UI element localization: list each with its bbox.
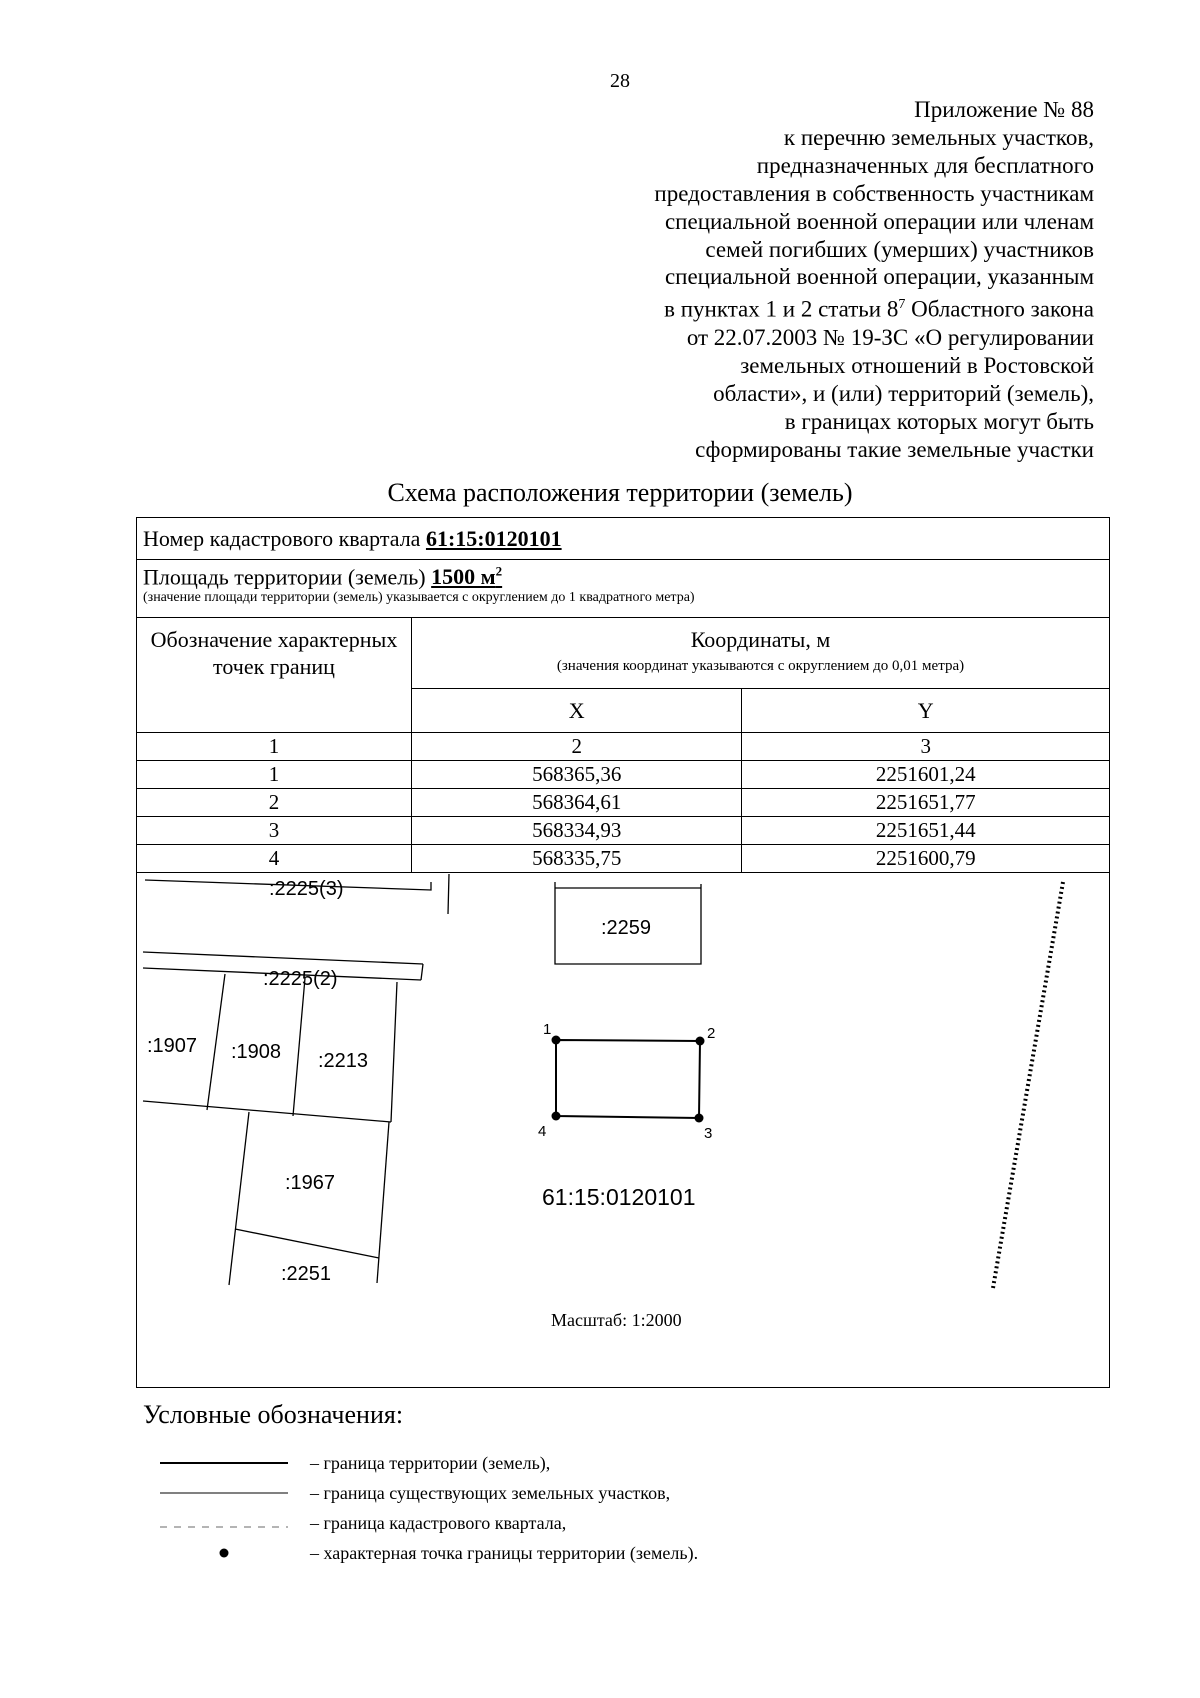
cadastral-quarter-label: 61:15:0120101 [542,1184,696,1210]
header-coordinates [412,618,1110,689]
cell-y: 2251601,24 [742,761,1109,789]
area-value: 1500 м [431,564,496,590]
cell-point: 4 [137,845,412,873]
point-label-1: 1 [543,1021,552,1038]
cell-x: 568365,36 [412,761,742,789]
territory-boundary-icon [158,1450,290,1478]
legend-item-territory [158,1450,858,1478]
quarter-boundary-icon [158,1510,290,1538]
parcel-boundary-icon [158,1480,290,1508]
parcel-label-2225-2: :2225(2) [263,968,338,990]
appendix-line: специальной военной операции или членам [664,208,1094,234]
page-number: 28 [610,70,630,92]
appendix-line: семей погибших (умерших) участников [705,236,1094,262]
cadastral-quarter-boundary [993,882,1063,1288]
column-number: 3 [742,733,1109,761]
scale-label: Масштаб: 1:2000 [551,1310,682,1330]
parcel-label-2213: :2213 [318,1050,369,1072]
boundary-point-4 [552,1112,561,1121]
scheme-map [137,874,1109,1386]
parcel-1967-right [377,1122,389,1283]
column-number-row [137,733,1109,761]
parcel-2225-2-end [421,964,423,980]
boundary-point-icon [158,1540,290,1568]
boundary-point-3 [695,1114,704,1123]
boundary-point-2 [696,1037,705,1046]
legend-title: Условные обозначения: [143,1400,404,1429]
boundary-point-1 [552,1036,561,1045]
legend-text: – граница территории (земель), [310,1453,551,1473]
table-row [137,761,1109,789]
cell-point: 2 [137,789,412,817]
area-note: (значение площади территории (земель) указывается с округлением до 1 квадратного метра) [143,590,695,606]
area-label: Площадь территории (земель) [143,564,426,590]
parcel-label-1907: :1907 [147,1035,198,1057]
scheme-map-svg [137,874,1109,1386]
area-row [137,560,1109,618]
parcel-1967-bottom [235,1229,379,1258]
header-point-designation: Обозначение характерных точек границ [137,618,412,733]
parcel-1908-right [293,978,305,1116]
appendix-line: к перечню земельных участков, [783,124,1094,150]
parcel-1908-left [207,974,225,1110]
header-y: Y [742,689,1109,733]
legend-text: – граница кадастрового квартала, [310,1513,567,1533]
parcel-label-1908: :1908 [231,1041,282,1063]
header-coordinates-title: Координаты, м [690,627,831,652]
appendix-line: области», и (или) территорий (земель), [713,380,1094,406]
parcel-label-1967: :1967 [285,1172,336,1194]
area-main [143,564,1109,590]
area-value-wrap [431,564,502,589]
legend-text: – граница существующих земельных участков, [310,1483,671,1503]
header-x: X [412,689,742,733]
legend-item-point [158,1540,858,1568]
point-label-3: 3 [704,1125,713,1142]
appendix-line: Приложение № 88 [914,97,1094,122]
parcel-label-2259: :2259 [601,917,652,939]
parcel-block-bottom [143,1101,391,1122]
article-superscript: 7 [898,297,906,313]
header-coordinates-note: (значения координат указываются с округлением до 0,01 метра) [556,658,965,674]
schema-frame [136,517,1110,1388]
schema-title: Схема расположения территории (земель) [387,478,853,507]
parcel-1967-left [229,1112,249,1285]
column-number: 1 [137,733,412,761]
legend-text: – характерная точка границы территории (земель). [310,1543,699,1563]
appendix-line: в границах которых могут быть [784,408,1094,434]
parcel-label-2251: :2251 [281,1263,332,1285]
cell-x: 568335,75 [412,845,742,873]
area-unit-superscript: 2 [495,564,503,579]
point-label-2: 2 [707,1025,716,1042]
appendix-line: земельных отношений в Ростовской [740,352,1094,378]
cell-x: 568334,93 [412,817,742,845]
cell-point: 3 [137,817,412,845]
table-row [137,817,1109,845]
cell-y: 2251651,77 [742,789,1109,817]
coordinates-table [137,618,1109,873]
appendix-line-article-tail: Областного закона [905,297,1094,322]
cell-x: 568364,61 [412,789,742,817]
appendix-line-article [534,291,1094,324]
table-row [137,789,1109,817]
appendix-line: от 22.07.2003 № 19-ЗС «О регулировании [686,324,1094,350]
appendix-line: предназначенных для бесплатного [756,152,1094,178]
parcel-2213-right [391,982,397,1122]
legend-item-quarter [158,1510,858,1538]
legend-item-parcels [158,1480,858,1508]
appendix-header [534,96,1094,463]
parcel-block [143,974,397,1285]
appendix-line: предоставления в собственность участникам [654,180,1094,206]
table-row [137,845,1109,873]
point-label-4: 4 [538,1123,547,1140]
cadastral-label: Номер кадастрового квартала [143,526,421,551]
territory-boundary [556,1040,700,1118]
appendix-line-article-text: в пунктах 1 и 2 статьи 8 [664,297,899,322]
cell-point: 1 [137,761,412,789]
cell-y: 2251600,79 [742,845,1109,873]
parcel-2225-2-top [143,952,423,964]
column-number: 2 [412,733,742,761]
parcel-2225-3-edge [448,874,449,914]
appendix-line: специальной военной операции, указанным [664,264,1094,290]
parcel-label-2225-3: :2225(3) [269,878,344,900]
appendix-line: сформированы такие земельные участки [695,436,1094,462]
cadastral-number: 61:15:0120101 [425,526,562,551]
cell-y: 2251651,44 [742,817,1109,845]
cadastral-row [137,518,1109,560]
